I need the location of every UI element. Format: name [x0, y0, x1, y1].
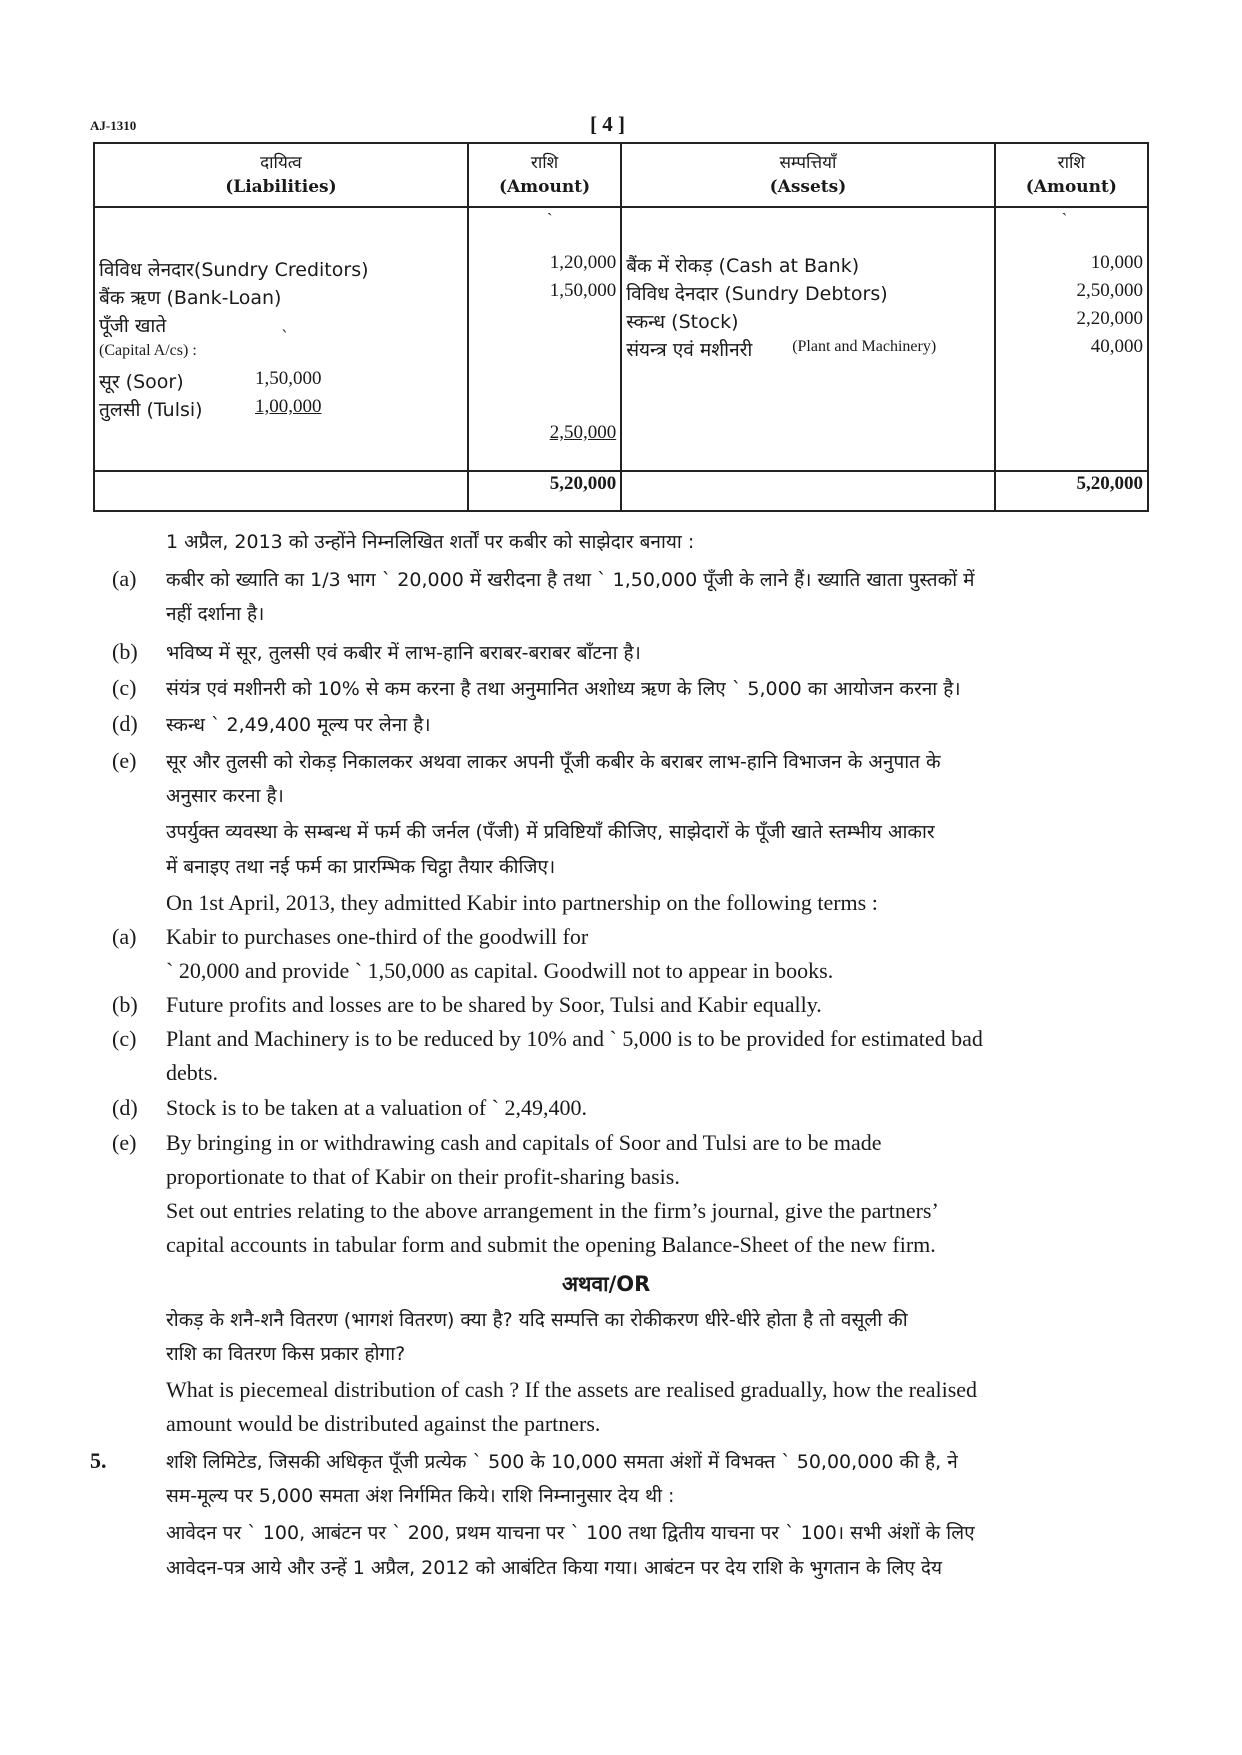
assets-total: 5,20,000 — [995, 471, 1148, 511]
english-term-a-line2: ` 20,000 and provide ` 1,50,000 as capital. Goodwill not to appear in books. — [166, 958, 834, 983]
hindi-instruction-line1: उपर्युक्त व्यवस्था के सम्बन्ध में फर्म की जर्नल (पँजी) में प्रविष्टियाँ कीजिए, साझेदारों के पूँजी खाते स्तम्भीय आकार — [166, 821, 935, 843]
soor-label: सूर (Soor) — [99, 371, 184, 393]
english-term-d: Stock is to be taken at a valuation of ` 2,49,400. — [166, 1095, 587, 1120]
table-total-row — [94, 471, 1148, 511]
assets-amount-cell — [995, 207, 1148, 471]
hindi-term-a-line2: नहीं दर्शाना है। — [166, 603, 265, 625]
table-header-row — [94, 143, 1148, 207]
english-instruction-line1: Set out entries relating to the above arrangement in the firm’s journal, give the partners’ — [166, 1198, 939, 1223]
english-term-a-line1: Kabir to purchases one-third of the goodwill for — [166, 924, 589, 949]
liabilities-total: 5,20,000 — [468, 471, 621, 511]
q5-line2: सम-मूल्य पर 5,000 समता अंश निर्गमित किये। राशि निम्नानुसार देय थी : — [166, 1485, 675, 1507]
creditors-amount: 1,20,000 — [549, 252, 617, 273]
bank-loan-amount: 1,50,000 — [549, 280, 617, 301]
liabilities-cell — [94, 207, 468, 471]
or-question-hi-line2: राशि का वितरण किस प्रकार होगा? — [166, 1343, 406, 1365]
header-amount-liabilities: राशि (Amount) — [468, 143, 621, 207]
page-number: [ 4 ] — [590, 112, 625, 136]
stock-label: स्कन्ध (Stock) — [626, 311, 739, 333]
rupee-mark: ` — [1061, 210, 1068, 229]
english-label-b: (b) — [112, 992, 138, 1017]
hindi-term-d: स्कन्ध ` 2,49,400 मूल्य पर लेना है। — [166, 714, 431, 736]
hindi-label-c: (c) — [112, 675, 137, 700]
debtors-label: विविध देनदार (Sundry Debtors) — [626, 283, 888, 305]
plant-label-hi: संयन्त्र एवं मशीनरी — [626, 339, 753, 361]
stock-amount: 2,20,000 — [1076, 308, 1143, 329]
header-amount-assets: राशि (Amount) — [995, 143, 1148, 207]
hindi-intro: 1 अप्रैल, 2013 को उन्होंने निम्नलिखित शर्तों पर कबीर को साझेदार बनाया : — [166, 531, 695, 553]
rupee-mark: ` — [281, 328, 290, 348]
hindi-term-a-line1: कबीर को ख्याति का 1/3 भाग ` 20,000 में खरीदना है तथा ` 1,50,000 पूँजी के लाने हैं। ख्याति खाता पुस्तकों में — [166, 569, 975, 591]
hindi-label-d: (d) — [112, 711, 138, 736]
english-term-c-line1: Plant and Machinery is to be reduced by 10% and ` 5,000 is to be provided for estimated bad — [166, 1026, 983, 1051]
or-question-en-line1: What is piecemeal distribution of cash ? If the assets are realised gradually, how the realised — [166, 1377, 978, 1402]
hindi-term-b: भविष्य में सूर, तुलसी एवं कबीर में लाभ-हानि बराबर-बराबर बाँटना है। — [166, 642, 641, 664]
cash-amount: 10,000 — [1090, 252, 1143, 273]
english-label-c: (c) — [112, 1026, 137, 1051]
or-question-en-line2: amount would be distributed against the partners. — [166, 1411, 601, 1436]
balance-sheet-table — [93, 142, 1149, 512]
plant-label-en: (Plant and Machinery) — [792, 338, 937, 355]
english-intro: On 1st April, 2013, they admitted Kabir into partnership on the following terms : — [166, 890, 878, 915]
hindi-label-e: (e) — [112, 748, 137, 773]
english-label-e: (e) — [112, 1130, 137, 1155]
bank-loan-label: बैंक ऋण (Bank-Loan) — [99, 287, 282, 309]
cash-label: बैंक में रोकड़ (Cash at Bank) — [626, 255, 860, 277]
english-term-c-line2: debts. — [166, 1060, 218, 1085]
hindi-label-b: (b) — [112, 639, 138, 664]
english-label-d: (d) — [112, 1095, 138, 1120]
tulsi-label: तुलसी (Tulsi) — [99, 399, 203, 421]
hindi-term-e-line2: अनुसार करना है। — [166, 785, 284, 807]
header-assets: सम्पत्तियाँ (Assets) — [621, 143, 994, 207]
capital-label-en: (Capital A/cs) : — [99, 342, 197, 359]
assets-cell — [621, 207, 994, 471]
or-heading: अथवा/OR — [562, 1272, 651, 1296]
liabilities-amount-cell — [468, 207, 621, 471]
tulsi-amount: 1,00,000 — [255, 396, 322, 417]
soor-amount: 1,50,000 — [255, 368, 322, 389]
debtors-amount: 2,50,000 — [1076, 280, 1143, 301]
creditors-label: विविध लेनदार(Sundry Creditors) — [99, 259, 369, 281]
or-question-hi-line1: रोकड़ के शनै-शनै वितरण (भागशं वितरण) क्या है? यदि सम्पत्ति का रोकीकरण धीरे-धीरे होता है तो वसूली की — [166, 1309, 908, 1331]
english-term-e-line2: proportionate to that of Kabir on their profit-sharing basis. — [166, 1164, 680, 1189]
hindi-label-a: (a) — [112, 566, 137, 591]
rupee-mark: ` — [546, 210, 553, 229]
hindi-term-e-line1: सूर और तुलसी को रोकड़ निकालकर अथवा लाकर अपनी पूँजी कबीर के बराबर लाभ-हानि विभाजन के अनुपात के — [166, 751, 941, 773]
q5-line1: शशि लिमिटेड, जिसकी अधिकृत पूँजी प्रत्येक ` 500 के 10,000 समता अंशों में विभक्त ` 50,00,000 की है, ने — [166, 1451, 958, 1473]
capital-label-hi: पूँजी खाते — [99, 315, 167, 337]
hindi-instruction-line2: में बनाइए तथा नई फर्म का प्रारम्भिक चिट्ठा तैयार कीजिए। — [166, 856, 556, 878]
table-body-row — [94, 207, 1148, 471]
english-instruction-line2: capital accounts in tabular form and submit the opening Balance-Sheet of the new firm. — [166, 1232, 936, 1257]
hindi-term-c: संयंत्र एवं मशीनरी को 10% से कम करना है तथा अनुमानित अशोध्य ऋण के लिए ` 5,000 का आयोजन करना है। — [166, 678, 961, 700]
plant-amount: 40,000 — [1090, 336, 1143, 357]
paper-code: AJ-1310 — [90, 118, 137, 133]
q5-line4: आवेदन-पत्र आये और उन्हें 1 अप्रैल, 2012 को आबंटित किया गया। आबंटन पर देय राशि के भुगतान के लिए देय — [166, 1557, 942, 1579]
question-number: 5. — [90, 1448, 107, 1473]
english-term-e-line1: By bringing in or withdrawing cash and capitals of Soor and Tulsi are to be made — [166, 1130, 882, 1155]
english-term-b: Future profits and losses are to be shared by Soor, Tulsi and Kabir equally. — [166, 992, 822, 1017]
header-liabilities: दायित्व (Liabilities) — [94, 143, 468, 207]
capital-amount: 2,50,000 — [549, 422, 617, 443]
english-label-a: (a) — [112, 924, 137, 949]
q5-line3: आवेदन पर ` 100, आबंटन पर ` 200, प्रथम याचना पर ` 100 तथा द्वितीय याचना पर ` 100। सभी अंशों के लिए — [166, 1522, 975, 1544]
